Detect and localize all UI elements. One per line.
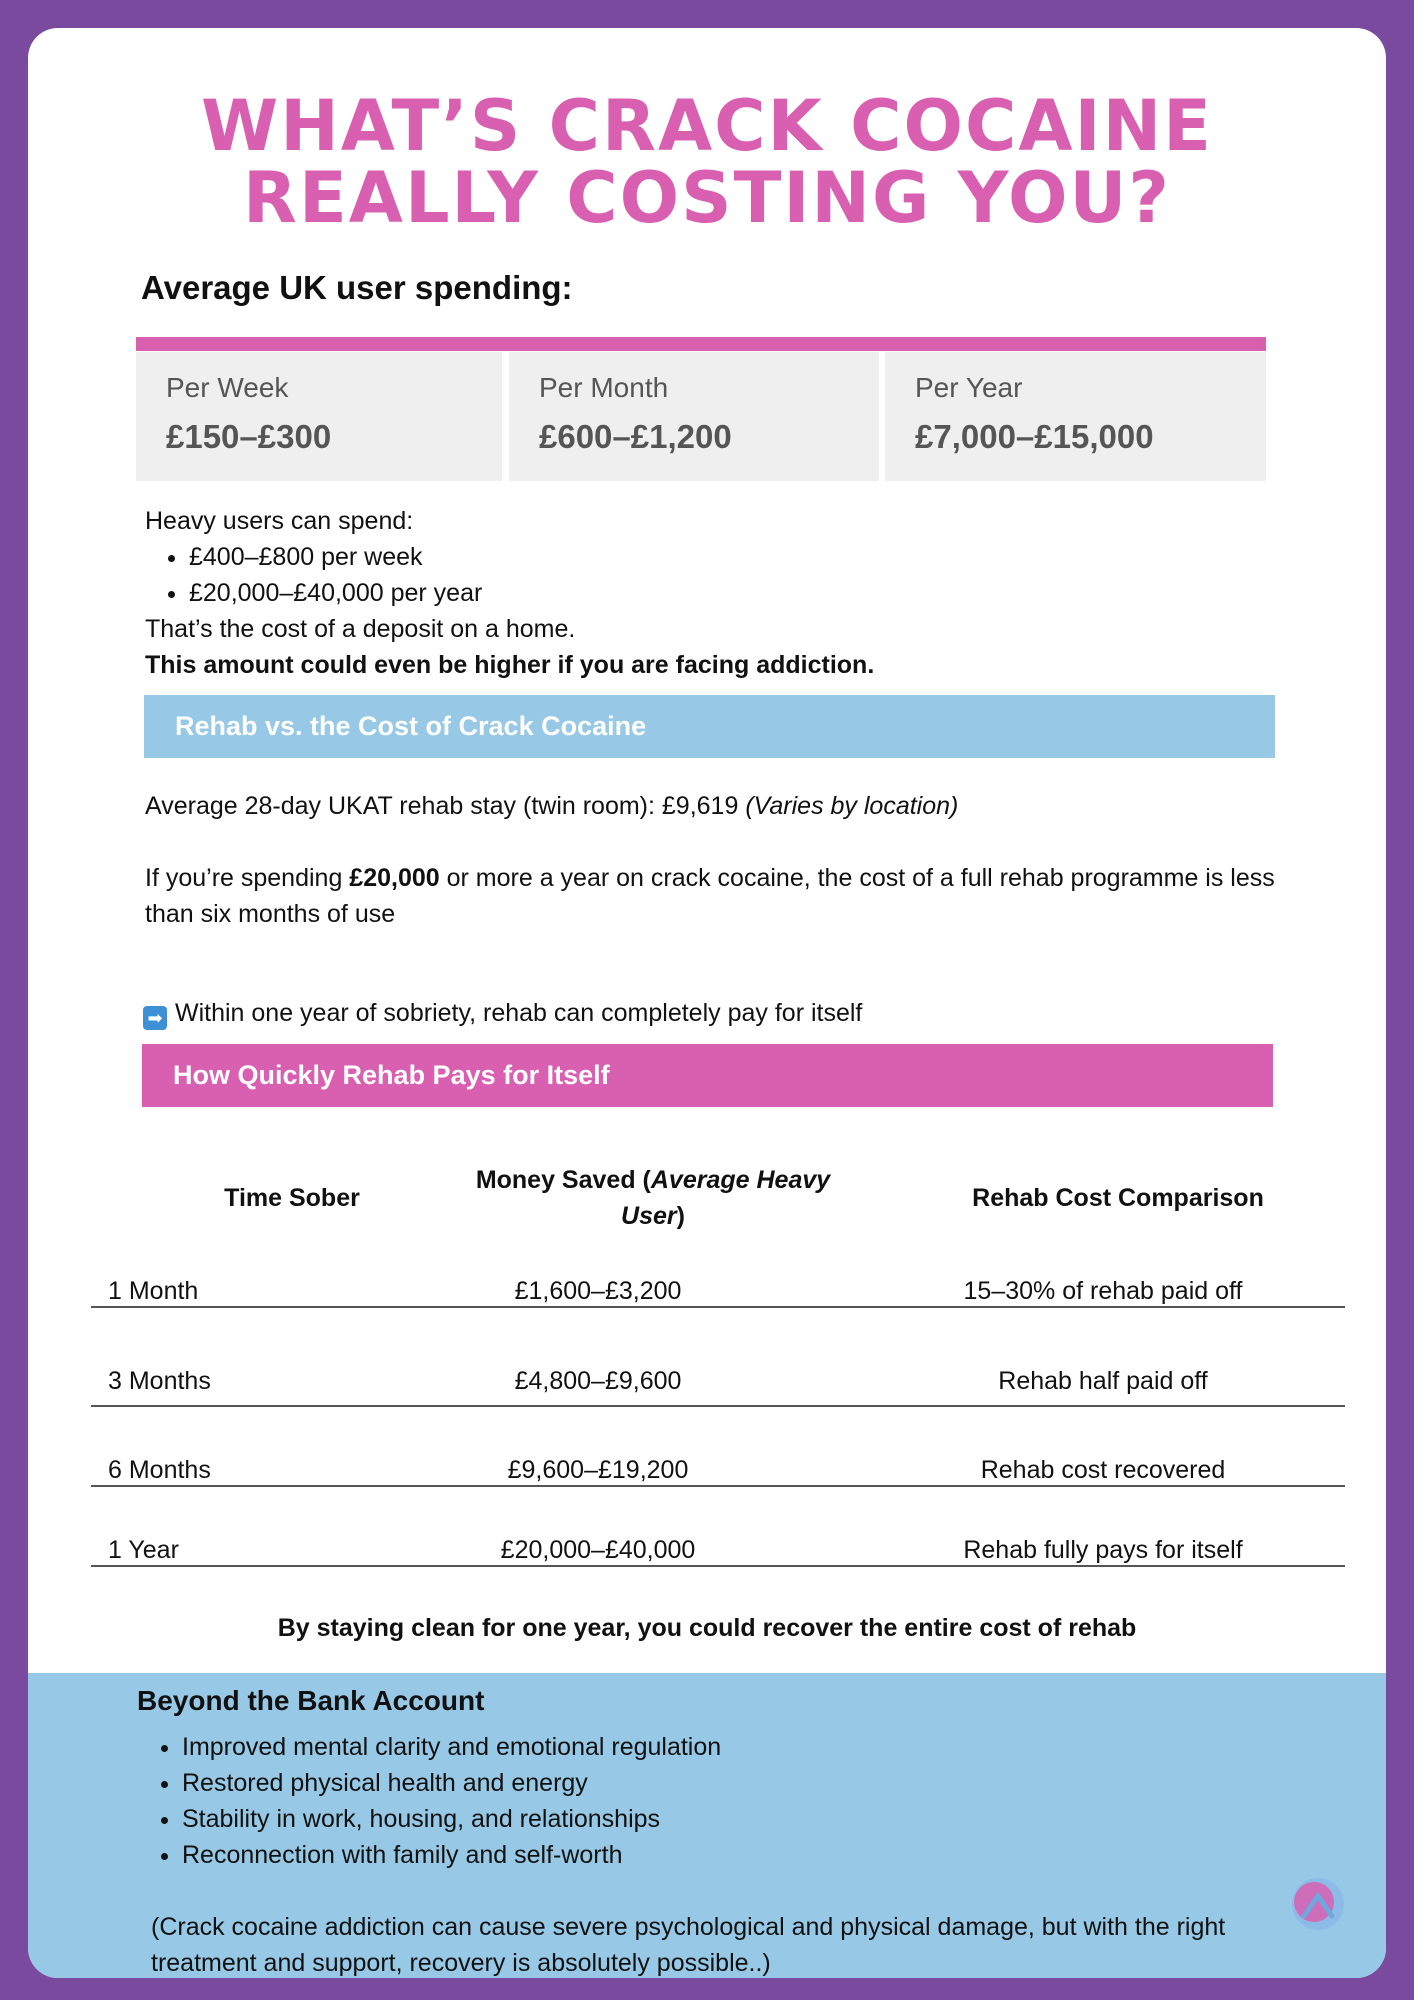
rehab-section-heading: Rehab vs. the Cost of Crack Cocaine <box>144 695 1275 758</box>
beyond-heading: Beyond the Bank Account <box>137 1685 485 1716</box>
table-header-comparison: Rehab Cost Comparison <box>972 1184 1264 1212</box>
spending-comparison-text <box>145 860 1275 932</box>
spend-pre: If you’re spending <box>145 864 350 892</box>
cell-time: 1 Year <box>108 1536 179 1564</box>
list-item: • Improved mental clarity and emotional regulation <box>182 1729 721 1765</box>
list-item: • £20,000–£40,000 per year <box>189 575 874 611</box>
brand-logo-icon <box>1290 1876 1346 1932</box>
infographic-card <box>28 28 1386 1978</box>
stat-value: £150–£300 <box>166 418 332 455</box>
cell-comparison: Rehab cost recovered <box>980 1456 1226 1484</box>
heavy-bullets <box>145 539 874 611</box>
cell-saved: £9,600–£19,200 <box>507 1456 689 1484</box>
rehab-cost-text <box>145 788 1275 824</box>
stats-accent-bar <box>136 337 1266 351</box>
avg-stay-note: (Varies by location) <box>745 792 959 820</box>
cell-comparison: Rehab fully pays for itself <box>963 1536 1243 1564</box>
payoff-text: Within one year of sobriety, rehab can completely pay for itself <box>175 999 863 1027</box>
payback-section-heading: How Quickly Rehab Pays for Itself <box>142 1044 1273 1107</box>
cell-time: 6 Months <box>108 1456 211 1484</box>
stat-value: £600–£1,200 <box>539 418 732 455</box>
recovery-note: (Crack cocaine addiction can cause severe psychological and physical damage, but with the right treatment and support, recovery is absolutely possible..) <box>151 1913 1226 1977</box>
stat-label: Per Week <box>166 372 289 403</box>
cell-saved: £4,800–£9,600 <box>514 1367 682 1395</box>
deposit-text: That’s the cost of a deposit on a home. <box>145 615 576 643</box>
cell-time: 1 Month <box>108 1277 199 1305</box>
beyond-list <box>136 1729 721 1873</box>
avg-stay-text: Average 28-day UKAT rehab stay (twin room): £9,619 <box>145 792 746 820</box>
list-item: • Reconnection with family and self-worth <box>182 1837 721 1873</box>
stat-per-week <box>136 352 502 481</box>
row-divider <box>91 1405 1345 1407</box>
stat-per-year <box>885 352 1266 481</box>
stat-per-month <box>509 352 879 481</box>
stat-value: £7,000–£15,000 <box>915 418 1154 455</box>
spending-subhead: Average UK user spending: <box>141 269 573 306</box>
heavy-intro: Heavy users can spend: <box>145 507 414 535</box>
arrow-right-icon: ➡ <box>143 1006 167 1030</box>
list-item: • £400–£800 per week <box>189 539 874 575</box>
table-header-money <box>448 1162 858 1234</box>
payoff-line <box>143 995 862 1031</box>
header-money-post: ) <box>676 1202 685 1230</box>
title-line-2: REALLY COSTING YOU? <box>243 157 1171 239</box>
cell-saved: £20,000–£40,000 <box>500 1536 696 1564</box>
cell-saved: £1,600–£3,200 <box>514 1277 682 1305</box>
page-title <box>28 85 1386 239</box>
row-divider <box>91 1306 1345 1308</box>
payback-summary: By staying clean for one year, you could recover the entire cost of rehab <box>277 1614 1137 1642</box>
table-header-time: Time Sober <box>224 1184 360 1212</box>
header-money-italic: Average Heavy User <box>621 1166 831 1230</box>
list-item: • Stability in work, housing, and relationships <box>182 1801 721 1837</box>
addiction-text: This amount could even be higher if you are facing addiction. <box>145 651 875 679</box>
list-item: • Restored physical health and energy <box>182 1765 721 1801</box>
stat-label: Per Month <box>539 372 669 403</box>
title-line-1: WHAT’S CRACK COCAINE <box>201 85 1213 167</box>
header-money-pre: Money Saved ( <box>475 1166 651 1194</box>
cell-time: 3 Months <box>108 1367 211 1395</box>
cell-comparison: 15–30% of rehab paid off <box>963 1277 1243 1305</box>
spend-amount: £20,000 <box>349 864 440 892</box>
spend-post: or more a year on crack cocaine, the cost of a full rehab programme is less than six months of use <box>145 864 1275 928</box>
stat-label: Per Year <box>915 372 1023 403</box>
cell-comparison: Rehab half paid off <box>998 1367 1208 1395</box>
row-divider <box>91 1485 1345 1487</box>
heavy-users-block <box>145 503 874 683</box>
beyond-section <box>28 1673 1386 1978</box>
row-divider <box>91 1565 1345 1567</box>
